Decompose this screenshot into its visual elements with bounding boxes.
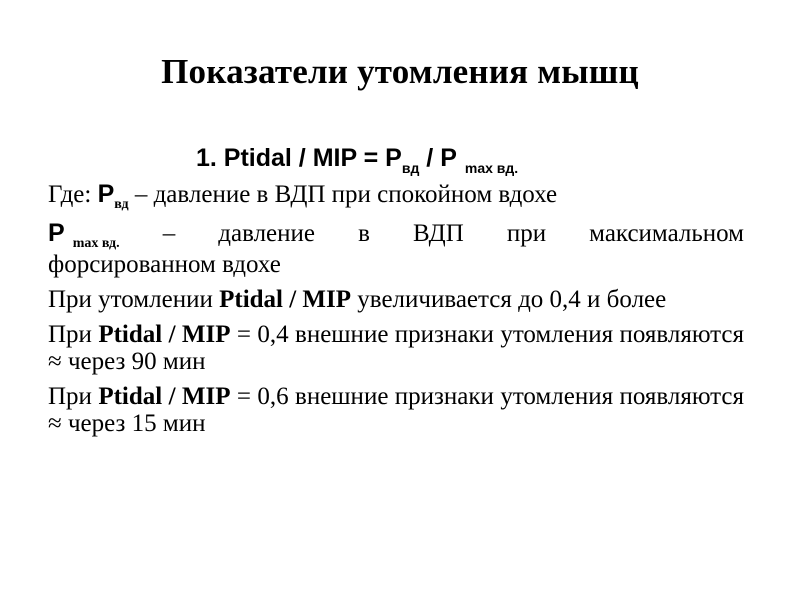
paragraph-where [48, 181, 744, 212]
pmax-p: P [48, 219, 65, 247]
paragraph-pmax [48, 220, 744, 278]
where-subscript: вд [114, 197, 129, 212]
ratio06-lead: При [48, 383, 99, 410]
pmax-line-1 [48, 220, 744, 251]
where-lead: Где: [48, 181, 98, 208]
pmax-line-2: форсированном вдохе [48, 251, 281, 278]
formula-subscript-max: max вд. [464, 160, 519, 176]
ratio04-ratio: Ptidal / MIP [98, 321, 231, 348]
paragraph-ratio-04 [48, 321, 744, 375]
ratio04-lead: При [48, 321, 99, 348]
pmax-word-2: давление [218, 220, 315, 247]
ratio06-rest: = 0,6 внешние признаки утомления появляются ≈ через 15 мин [48, 383, 744, 437]
slide-title: Показатели утомления мышц [161, 52, 639, 91]
fatigue-rest: увеличивается до 0,4 и более [351, 286, 667, 313]
paragraph-fatigue [48, 286, 744, 313]
pmax-word-3: в [358, 220, 370, 247]
where-rest: – давление в ВДП при спокойном вдохе [128, 181, 558, 208]
fatigue-ratio: Ptidal / MIP [219, 286, 352, 313]
formula-mid: / P [419, 144, 457, 172]
pmax-word-4: ВДП [412, 220, 464, 247]
pmax-symbol [48, 220, 120, 251]
paragraph-ratio-06 [48, 383, 744, 437]
fatigue-lead: При утомлении [48, 286, 220, 313]
pmax-word-5: при [506, 220, 547, 247]
ratio06-ratio: Ptidal / MIP [98, 383, 231, 410]
pmax-word-6: максимальном [589, 220, 744, 247]
formula-subscript-vd: вд [401, 160, 420, 176]
ratio04-rest: = 0,4 внешние признаки утомления появляются ≈ через 90 мин [48, 321, 744, 375]
slide-body [48, 181, 744, 445]
pmax-subscript: max вд. [72, 236, 120, 251]
pmax-word-1: – [162, 220, 176, 247]
formula-prefix: 1. Ptidal / MIP = P [196, 144, 402, 172]
formula-line [196, 144, 519, 176]
where-p: P [97, 180, 115, 208]
